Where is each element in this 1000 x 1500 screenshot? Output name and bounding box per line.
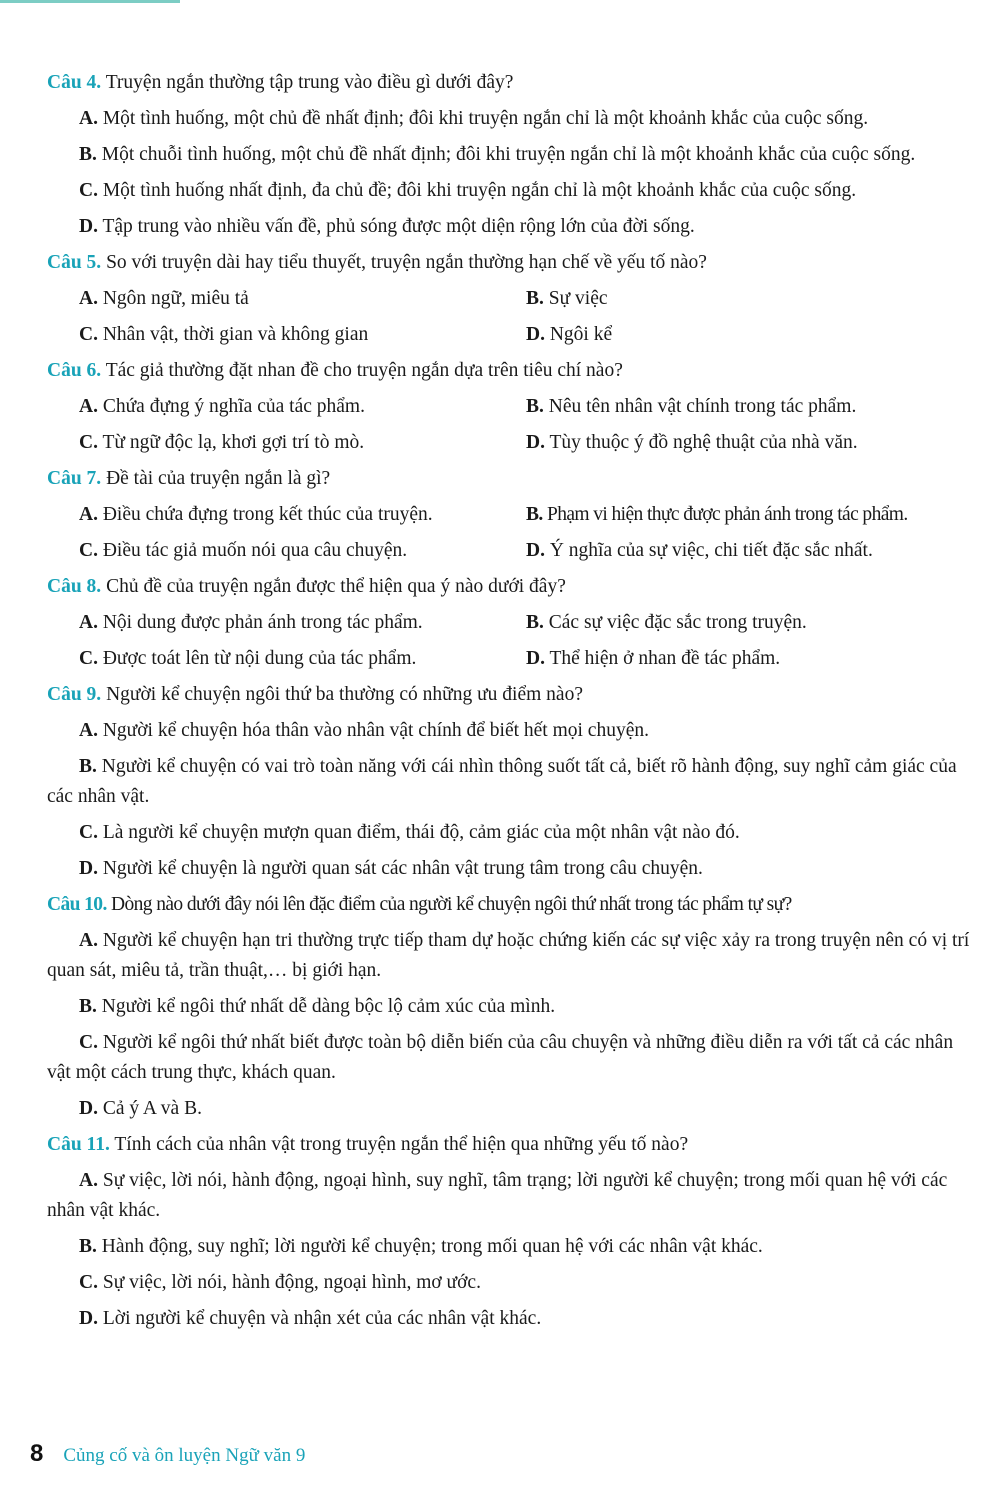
option-text: Nêu tên nhân vật chính trong tác phẩm. — [543, 396, 857, 417]
option-row — [47, 392, 977, 422]
option-label: D. — [526, 432, 545, 453]
question-text: Chủ đề của truyện ngắn được thể hiện qua ý nào dưới đây? — [101, 576, 566, 597]
option-label: A. — [79, 930, 98, 951]
book-title: Củng cố và ôn luyện Ngữ văn 9 — [63, 1445, 306, 1466]
option-label: B. — [526, 612, 544, 633]
option-label: D. — [526, 540, 545, 561]
option-label: C. — [79, 324, 98, 345]
option-text: Ý nghĩa của sự việc, chi tiết đặc sắc nhất. — [544, 540, 873, 561]
option-label: D. — [79, 858, 98, 879]
option-label: C. — [79, 822, 98, 843]
option-label: C. — [79, 648, 98, 669]
question-text: Người kể chuyện ngôi thứ ba thường có những ưu điểm nào? — [101, 684, 583, 705]
question-label: Câu 10. — [47, 894, 107, 915]
option-text: Một tình huống, một chủ đề nhất định; đôi khi truyện ngắn chỉ là một khoảnh khắc của cuộc sống. — [97, 108, 869, 129]
option-text: Người kể chuyện hóa thân vào nhân vật chính để biết hết mọi chuyện. — [97, 720, 649, 741]
option-b — [47, 992, 977, 1022]
option-text: Một tình huống nhất định, đa chủ đề; đôi khi truyện ngắn chỉ là một khoảnh khắc của cuộc sống. — [97, 180, 857, 201]
option-label: C. — [79, 432, 98, 453]
option-label: D. — [526, 648, 545, 669]
option-label: A. — [79, 1170, 98, 1191]
question-text: Dòng nào dưới đây nói lên đặc điểm của người kể chuyện ngôi thứ nhất trong tác phẩm tự sự? — [106, 894, 792, 915]
option-label: B. — [526, 504, 543, 525]
option-c — [47, 176, 977, 206]
question-list — [47, 68, 977, 1340]
option-row — [47, 608, 977, 638]
option-text: Người kể chuyện có vai trò toàn năng với cái nhìn thông suốt tất cả, biết rõ hành động, suy nghĩ cảm giác của các nhân vật. — [47, 756, 957, 807]
question-11 — [47, 1130, 977, 1160]
option-d — [526, 536, 977, 566]
option-c — [47, 428, 526, 458]
option-d — [526, 644, 977, 674]
option-c — [47, 1268, 977, 1298]
option-text: Phạm vi hiện thực được phản ánh trong tác phẩm. — [542, 504, 908, 525]
question-text: Tác giả thường đặt nhan đề cho truyện ngắn dựa trên tiêu chí nào? — [101, 360, 623, 381]
option-label: B. — [79, 1236, 97, 1257]
option-label: D. — [79, 1098, 98, 1119]
question-text: Đề tài của truyện ngắn là gì? — [101, 468, 331, 489]
option-label: A. — [79, 288, 98, 309]
option-d — [526, 428, 977, 458]
option-text: Lời người kể chuyện và nhận xét của các nhân vật khác. — [97, 1308, 542, 1329]
option-label: A. — [79, 396, 98, 417]
option-label: B. — [526, 288, 544, 309]
top-accent-rule — [0, 0, 180, 3]
option-label: A. — [79, 504, 98, 525]
option-label: D. — [79, 1308, 98, 1329]
option-text: Ngôi kể — [544, 324, 613, 345]
option-text: Là người kể chuyện mượn quan điểm, thái độ, cảm giác của một nhân vật nào đó. — [97, 822, 740, 843]
question-label: Câu 9. — [47, 684, 102, 705]
option-text: Sự việc — [543, 288, 608, 309]
option-text: Nhân vật, thời gian và không gian — [97, 324, 369, 345]
option-row — [47, 320, 977, 350]
option-text: Hành động, suy nghĩ; lời người kể chuyện; trong mối quan hệ với các nhân vật khác. — [96, 1236, 763, 1257]
option-label: D. — [526, 324, 545, 345]
option-b — [526, 392, 977, 422]
option-c — [47, 818, 977, 848]
option-label: B. — [79, 996, 97, 1017]
option-row — [47, 428, 977, 458]
option-d — [47, 854, 977, 884]
option-d — [47, 1094, 977, 1124]
option-a — [47, 284, 526, 314]
option-b — [526, 608, 977, 638]
option-label: A. — [79, 720, 98, 741]
option-a — [47, 1166, 977, 1226]
option-text: Người kể ngôi thứ nhất biết được toàn bộ diễn biến của câu chuyện và những điều diễn ra với tất cả các nhân vật một cách trung thực, khách quan. — [47, 1032, 954, 1083]
option-text: Ngôn ngữ, miêu tả — [97, 288, 249, 309]
question-label: Câu 5. — [47, 252, 102, 273]
option-c — [47, 536, 526, 566]
question-8 — [47, 572, 977, 602]
option-label: A. — [79, 612, 98, 633]
page-footer — [30, 1440, 305, 1468]
option-label: C. — [79, 540, 98, 561]
option-text: Chứa đựng ý nghĩa của tác phẩm. — [97, 396, 365, 417]
option-row — [47, 500, 977, 530]
question-7 — [47, 464, 977, 494]
option-a — [47, 500, 526, 530]
question-4 — [47, 68, 977, 98]
option-a — [47, 392, 526, 422]
question-10 — [47, 890, 977, 920]
option-text: Người kể chuyện hạn tri thường trực tiếp tham dự hoặc chứng kiến các sự việc xảy ra trong truyện nên có vị trí quan sát, miêu tả, trần thuật,… bị giới hạn. — [47, 930, 970, 981]
option-a — [47, 926, 977, 986]
option-a — [47, 104, 977, 134]
option-text: Sự việc, lời nói, hành động, ngoại hình, suy nghĩ, tâm trạng; lời người kể chuyện; trong mối quan hệ với các nhân vật khác. — [47, 1170, 948, 1221]
option-d — [47, 212, 977, 242]
option-text: Từ ngữ độc lạ, khơi gợi trí tò mò. — [97, 432, 365, 453]
question-5 — [47, 248, 977, 278]
option-text: Người kể chuyện là người quan sát các nhân vật trung tâm trong câu chuyện. — [97, 858, 703, 879]
option-text: Người kể ngôi thứ nhất dễ dàng bộc lộ cảm xúc của mình. — [96, 996, 556, 1017]
question-text: So với truyện dài hay tiểu thuyết, truyện ngắn thường hạn chế về yếu tố nào? — [101, 252, 707, 273]
option-row — [47, 536, 977, 566]
option-b — [526, 500, 977, 530]
question-text: Tính cách của nhân vật trong truyện ngắn thể hiện qua những yếu tố nào? — [109, 1134, 689, 1155]
option-label: B. — [526, 396, 544, 417]
question-6 — [47, 356, 977, 386]
option-b — [47, 1232, 977, 1262]
question-label: Câu 8. — [47, 576, 102, 597]
option-text: Một chuỗi tình huống, một chủ đề nhất định; đôi khi truyện ngắn chỉ là một khoảnh khắc của cuộc sống. — [96, 144, 916, 165]
option-text: Các sự việc đặc sắc trong truyện. — [543, 612, 807, 633]
option-label: C. — [79, 1032, 98, 1053]
option-d — [47, 1304, 977, 1334]
option-c — [47, 1028, 977, 1088]
option-label: B. — [79, 144, 97, 165]
option-text: Được toát lên từ nội dung của tác phẩm. — [97, 648, 417, 669]
option-label: D. — [79, 216, 98, 237]
option-b — [47, 752, 977, 812]
question-label: Câu 11. — [47, 1134, 110, 1155]
option-text: Tập trung vào nhiều vấn đề, phủ sóng được một diện rộng lớn của đời sống. — [97, 216, 695, 237]
option-text: Nội dung được phản ánh trong tác phẩm. — [97, 612, 423, 633]
question-text: Truyện ngắn thường tập trung vào điều gì dưới đây? — [101, 72, 514, 93]
question-label: Câu 7. — [47, 468, 102, 489]
option-label: A. — [79, 108, 98, 129]
option-row — [47, 644, 977, 674]
option-text: Tùy thuộc ý đồ nghệ thuật của nhà văn. — [544, 432, 858, 453]
option-text: Cả ý A và B. — [97, 1098, 202, 1119]
option-label: C. — [79, 180, 98, 201]
option-c — [47, 644, 526, 674]
option-text: Sự việc, lời nói, hành động, ngoại hình, mơ ước. — [97, 1272, 481, 1293]
option-text: Điều chứa đựng trong kết thúc của truyện. — [97, 504, 433, 525]
option-label: B. — [79, 756, 97, 777]
option-text: Thể hiện ở nhan đề tác phẩm. — [544, 648, 781, 669]
option-a — [47, 608, 526, 638]
option-row — [47, 284, 977, 314]
option-b — [47, 140, 977, 170]
option-d — [526, 320, 977, 350]
question-label: Câu 6. — [47, 360, 102, 381]
option-c — [47, 320, 526, 350]
option-a — [47, 716, 977, 746]
question-label: Câu 4. — [47, 72, 102, 93]
question-9 — [47, 680, 977, 710]
option-label: C. — [79, 1272, 98, 1293]
page-number: 8 — [30, 1440, 44, 1467]
option-b — [526, 284, 977, 314]
option-text: Điều tác giả muốn nói qua câu chuyện. — [97, 540, 408, 561]
